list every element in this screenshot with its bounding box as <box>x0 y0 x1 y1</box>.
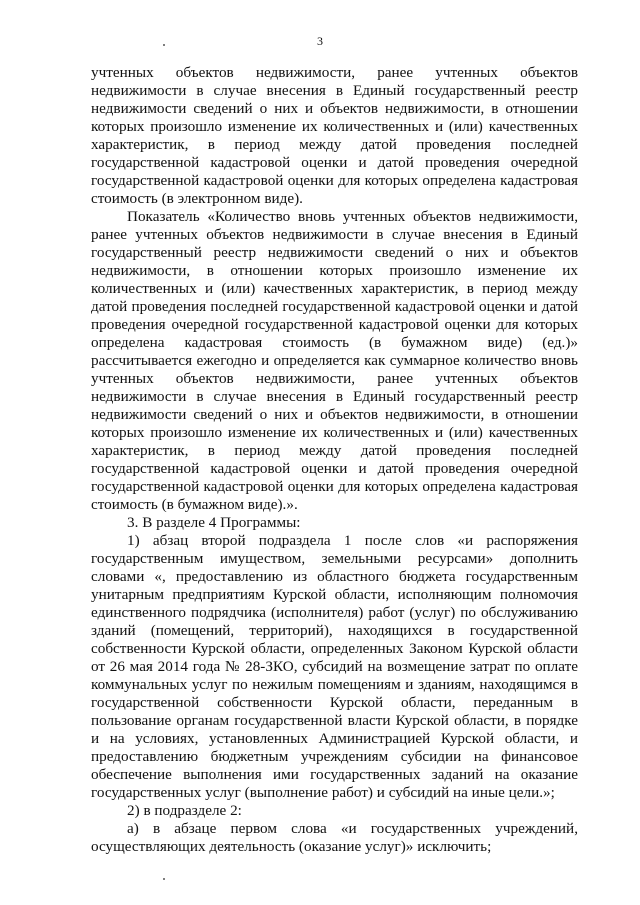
paragraph-section-heading: 3. В разделе 4 Программы: <box>127 514 301 531</box>
scan-speck <box>163 44 165 46</box>
paragraph-item-2: 2) в подразделе 2: <box>127 802 242 819</box>
paragraph-item-1: 1) абзац второй подраздела 1 после слов «и распоряжения государственным имуществом, земельными ресурсами» дополнить словами «, предоставлению из областного бюджета государственным унитарным предприятиям Курской области, исполняющим полномочия единственного подрядчика (исполнителя) работ (услуг) по обслуживанию зданий (помещений, территорий), находящихся в государственной собственности Курской области, определенных Законом Курской области от 26 мая 2014 года № 28-ЗКО, субсидий на возмещение затрат по оплате коммунальных услуг по нежилым помещениям и зданиям, находящимся в государственной собственности Курской области, переданным в пользование органам государственной власти Курской области, в порядке и на условиях, установленных Администрацией Курской области, и предоставлению бюджетным учреждениям субсидии на финансовое обеспечение выполнения ими государственных заданий на оказание государственных услуг (выполнение работ) и субсидий на иные цели.»; <box>91 532 578 801</box>
page-number: 3 <box>317 34 323 48</box>
scan-speck <box>163 878 165 880</box>
document-body <box>91 64 578 856</box>
paragraph-indicator-description: Показатель «Количество вновь учтенных объектов недвижимости, ранее учтенных объектов недвижимости в случае внесения в Единый государственный реестр недвижимости сведений о них и объектов недвижимости, в отношении которых произошло изменение их количественных и (или) качественных характеристик, в период между датой проведения последней государственной кадастровой оценки и датой проведения очередной государственной кадастровой оценки для которых определена кадастровая стоимость (в бумажном виде) (ед.)» рассчитывается ежегодно и определяется как суммарное количество вновь учтенных объектов недвижимости, ранее учтенных объектов недвижимости в случае внесения в Единый государственный реестр недвижимости сведений о них и объектов недвижимости, в отношении которых произошло изменение их количественных и (или) качественных характеристик, в период между датой проведения последней государственной кадастровой оценки и датой проведения очередной государственной кадастровой оценки для которых определена кадастровая стоимость (в бумажном виде).». <box>91 208 578 513</box>
paragraph-continuation: учтенных объектов недвижимости, ранее учтенных объектов недвижимости в случае внесения в Единый государственный реестр недвижимости сведений о них и объектов недвижимости, в отношении которых произошло изменение их количественных и (или) качественных характеристик, в период между датой проведения последней государственной кадастровой оценки и датой проведения очередной государственной кадастровой оценки для которых определена кадастровая стоимость (в электронном виде). <box>91 64 578 207</box>
paragraph-subitem-a: а) в абзаце первом слова «и государственных учреждений, осуществляющих деятельность (оказание услуг)» исключить; <box>91 820 578 855</box>
